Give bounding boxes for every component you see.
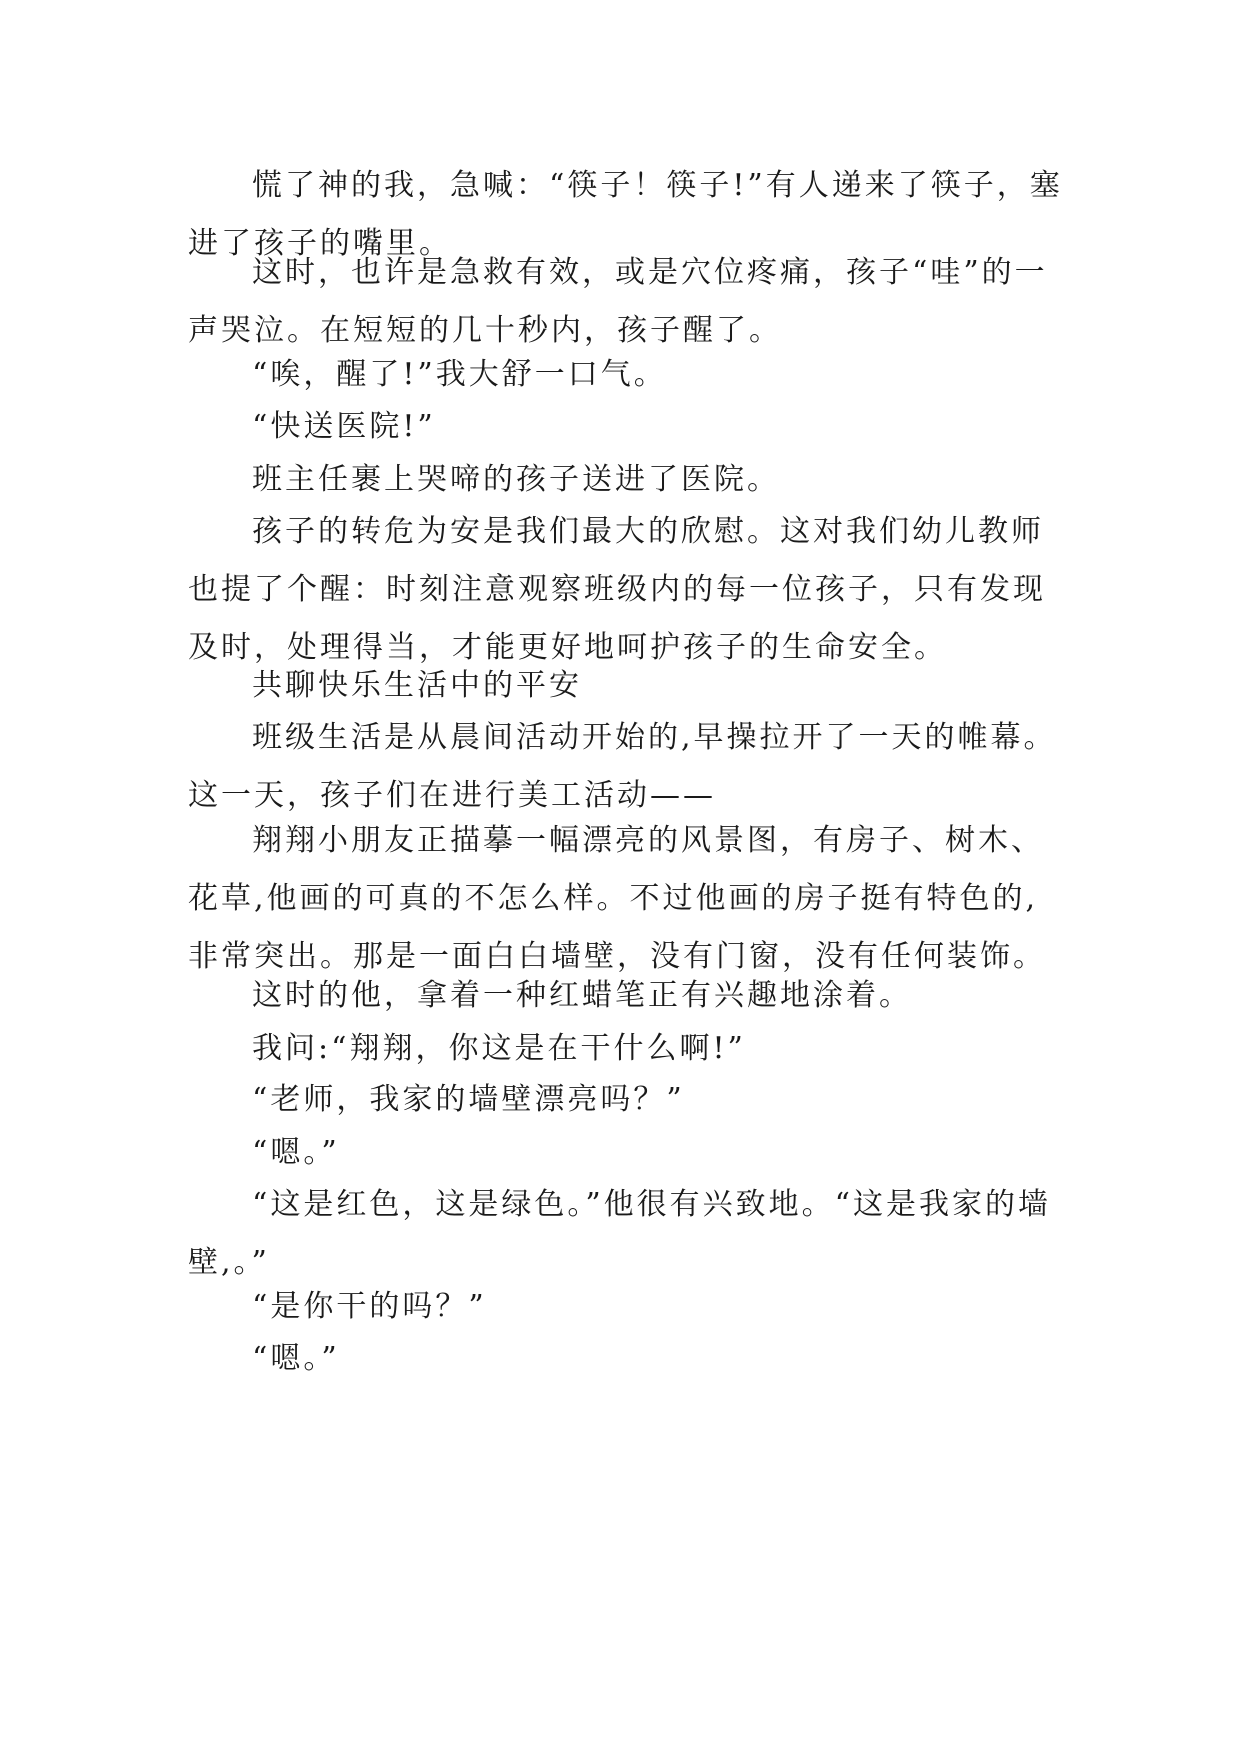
paragraph: “是你干的吗？” — [252, 1289, 487, 1324]
section-heading: 共聊快乐生活中的平安 — [252, 668, 582, 703]
paragraph: 翔翔小朋友正描摹一幅漂亮的风景图，有房子、树木、花草,他画的可真的不怎么样。不过他画的房子挺有特色的,非常突出。那是一面白白墙壁，没有门窗，没有任何装饰。 — [188, 823, 1046, 974]
paragraph: 这时的他，拿着一种红蜡笔正有兴趣地涂着。 — [252, 978, 912, 1013]
paragraph: “唉，醒了!”我大舒一口气。 — [252, 357, 667, 392]
paragraph: “老师，我家的墙壁漂亮吗？” — [252, 1082, 685, 1117]
paragraph: 班主任裹上哭啼的孩子送进了医院。 — [252, 462, 780, 497]
paragraph: 慌了神的我，急喊：“筷子！筷子!”有人递来了筷子，塞进了孩子的嘴里。 — [188, 168, 1063, 261]
paragraph: 我问:“翔翔，你这是在干什么啊!” — [252, 1031, 746, 1066]
document-page — [188, 0, 1068, 1754]
paragraph: “这是红色，这是绿色。”他很有兴致地。“这是我家的墙壁,。” — [188, 1187, 1052, 1280]
paragraph: 这时，也许是急救有效，或是穴位疼痛，孩子“哇”的一声哭泣。在短短的几十秒内，孩子醒了。 — [188, 255, 1048, 348]
paragraph: “嗯。” — [252, 1341, 340, 1376]
paragraph: 班级生活是从晨间活动开始的,早操拉开了一天的帷幕。这一天，孩子们在进行美工活动—— — [188, 720, 1057, 813]
paragraph: 孩子的转危为安是我们最大的欣慰。这对我们幼儿教师也提了个醒：时刻注意观察班级内的每一位孩子，只有发现及时，处理得当，才能更好地呵护孩子的生命安全。 — [188, 514, 1046, 665]
paragraph: “快送医院!” — [252, 409, 436, 444]
paragraph: “嗯。” — [252, 1135, 340, 1170]
